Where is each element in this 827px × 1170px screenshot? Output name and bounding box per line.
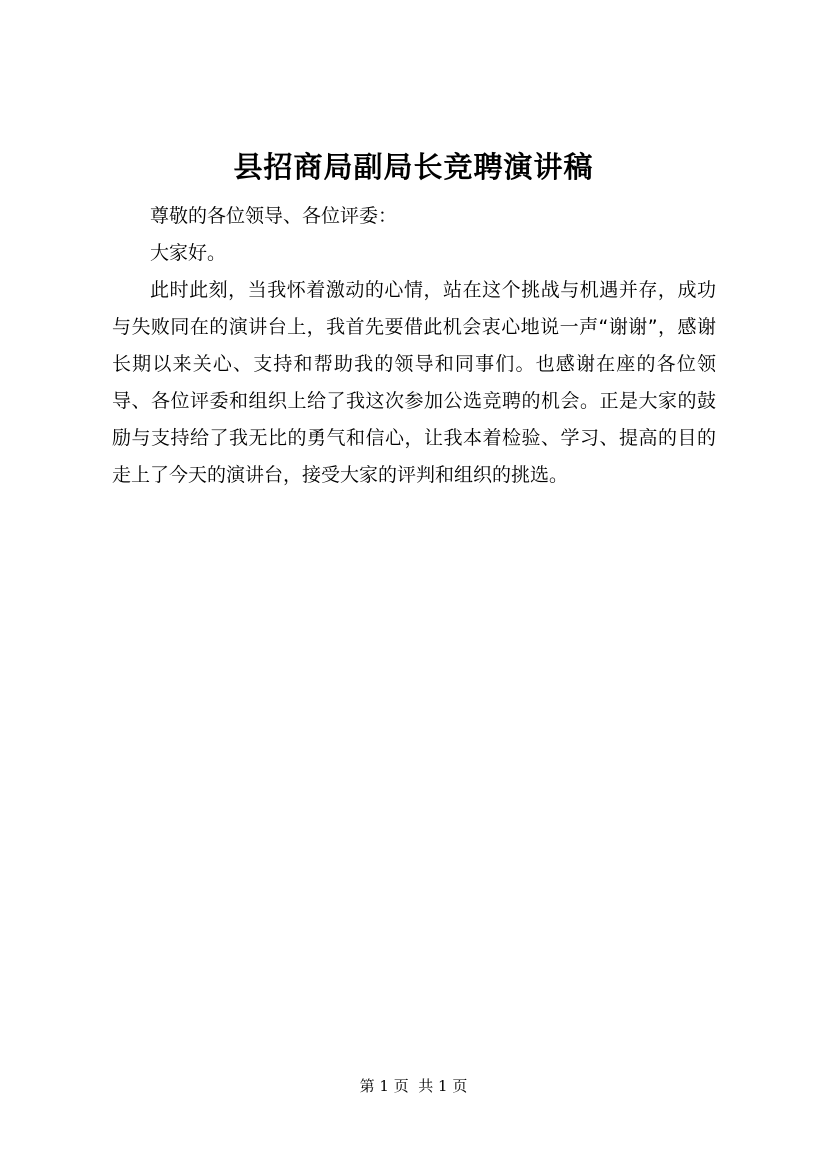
document-title: 县招商局副局长竞聘演讲稿 bbox=[233, 150, 594, 184]
document-body bbox=[112, 198, 716, 494]
page-footer bbox=[0, 1076, 827, 1096]
speech-paragraph: 此时此刻，当我怀着激动的心情，站在这个挑战与机遇并存，成功与失败同在的演讲台上，我首先要借此机会衷心地说一声“谢谢”，感谢长期以来关心、支持和帮助我的领导和同事们。也感谢在座的各位领导、各位评委和组织上给了我这次参加公选竞聘的机会。正是大家的鼓励与支持给了我无比的勇气和信心，让我本着检验、学习、提高的目的走上了今天的演讲台，接受大家的评判和组织的挑选。 bbox=[112, 279, 716, 486]
salutation-paragraph: 尊敬的各位领导、各位评委： bbox=[150, 205, 398, 227]
greeting-paragraph: 大家好。 bbox=[150, 242, 227, 264]
page-number-label: 第 1 页 共 1 页 bbox=[359, 1077, 468, 1095]
